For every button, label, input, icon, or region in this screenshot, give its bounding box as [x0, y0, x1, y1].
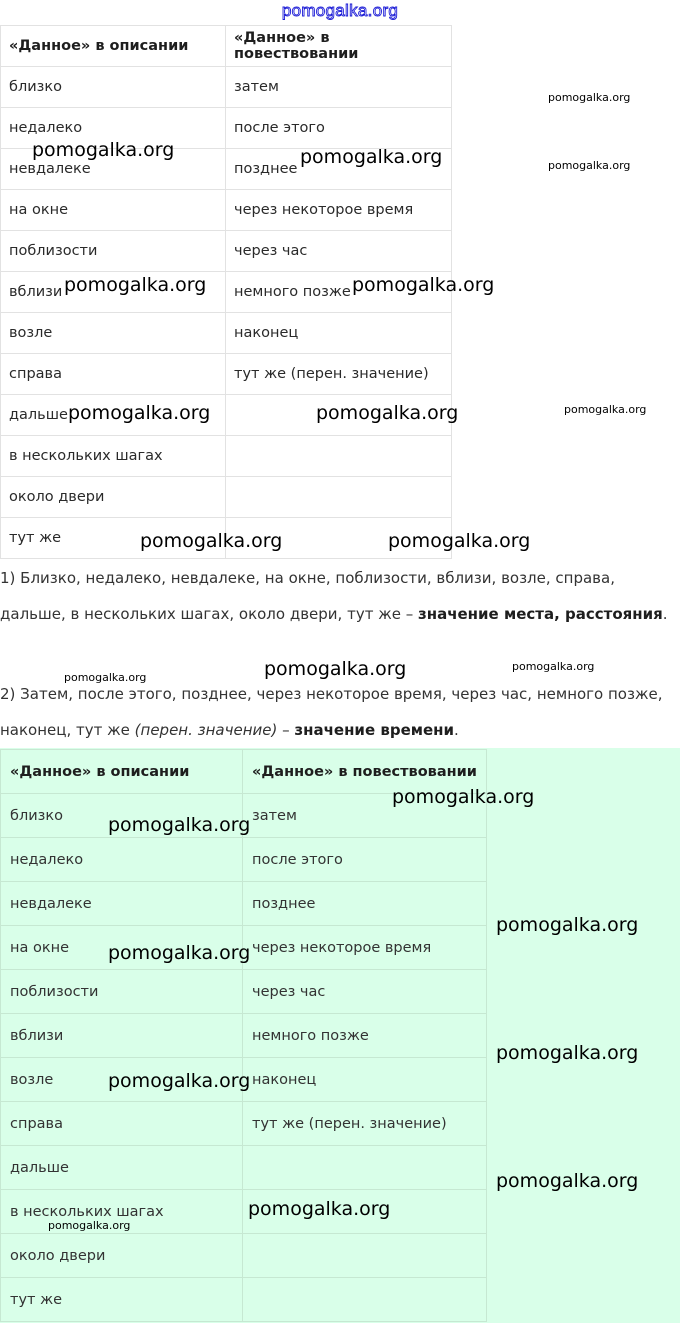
table-row [1, 1234, 487, 1278]
description-cell: около двери [1, 1234, 243, 1278]
narration-cell: наконец [226, 313, 452, 354]
description-cell: недалеко [1, 108, 226, 149]
paragraph-bold: значение места, расстояния [418, 605, 663, 623]
description-cell: справа [1, 354, 226, 395]
watermark: pomogalka.org [264, 658, 407, 680]
watermark: pomogalka.org [548, 91, 631, 104]
description-cell: справа [1, 1102, 243, 1146]
description-cell: возле [1, 313, 226, 354]
paragraph-end: . [454, 721, 459, 739]
watermark: pomogalka.org [108, 814, 251, 836]
paragraph-end: . [662, 605, 668, 623]
watermark: pomogalka.org [68, 402, 211, 424]
narration-cell: тут же (перен. значение) [243, 1102, 487, 1146]
description-cell: на окне [1, 926, 243, 970]
watermark: pomogalka.org [564, 403, 647, 416]
narration-cell: после этого [243, 838, 487, 882]
table-row [1, 67, 452, 108]
description-cell: невдалеке [1, 882, 243, 926]
watermark: pomogalka.org [140, 530, 283, 552]
narration-cell [243, 1278, 487, 1322]
narration-cell [226, 436, 452, 477]
header-narration: «Данное» в повествовании [243, 750, 487, 794]
watermark: pomogalka.org [388, 530, 531, 552]
description-cell: вблизи [1, 272, 226, 313]
watermark: pomogalka.org [316, 402, 459, 424]
table-row [1, 354, 452, 395]
narration-cell [243, 1234, 487, 1278]
table-row [1, 231, 452, 272]
table-row [1, 190, 452, 231]
narration-cell: наконец [243, 1058, 487, 1102]
narration-cell: через час [243, 970, 487, 1014]
narration-cell: затем [243, 794, 487, 838]
description-cell: поблизости [1, 970, 243, 1014]
description-cell: тут же [1, 1278, 243, 1322]
table-row [1, 882, 487, 926]
narration-cell: через некоторое время [226, 190, 452, 231]
narration-cell: затем [226, 67, 452, 108]
paragraph-dash: – [277, 721, 295, 739]
paragraph-time [0, 676, 676, 748]
narration-cell: через час [226, 231, 452, 272]
paragraph-italic: (перен. значение) [134, 721, 278, 739]
table-row [1, 970, 487, 1014]
table-row [1, 1146, 487, 1190]
description-cell: дальше [1, 395, 226, 436]
narration-cell [243, 1146, 487, 1190]
description-cell: близко [1, 67, 226, 108]
narration-cell: позднее [243, 882, 487, 926]
table-row [1, 436, 452, 477]
table-row [1, 1014, 487, 1058]
narration-cell: немного позже [226, 272, 452, 313]
description-cell: вблизи [1, 1014, 243, 1058]
table-row [1, 1102, 487, 1146]
narration-cell: позднее [226, 149, 452, 190]
watermark: pomogalka.org [352, 274, 495, 296]
description-cell: возле [1, 1058, 243, 1102]
table-row [1, 1278, 487, 1322]
watermark: pomogalka.org [108, 942, 251, 964]
description-cell: недалеко [1, 838, 243, 882]
description-cell: в нескольких шагах [1, 1190, 243, 1234]
watermark: pomogalka.org [548, 159, 631, 172]
paragraph-text: 2) Затем, после этого, позднее, через некоторое время, через час, немного позже, наконец, тут же [0, 685, 663, 739]
table-body [1, 794, 487, 1322]
watermark: pomogalka.org [108, 1070, 251, 1092]
table-row [1, 838, 487, 882]
description-cell: на окне [1, 190, 226, 231]
table-row [1, 477, 452, 518]
table-row [1, 313, 452, 354]
watermark: pomogalka.org [496, 1042, 639, 1064]
paragraph-text: 1) Близко, недалеко, невдалеке, на окне, поблизости, вблизи, возле, справа, дальше, в нескольких шагах, около двери, тут же – [0, 569, 615, 623]
description-cell: поблизости [1, 231, 226, 272]
description-cell: тут же [1, 518, 226, 559]
description-cell: близко [1, 794, 243, 838]
watermark: pomogalka.org [248, 1198, 391, 1220]
header-description: «Данное» в описании [1, 750, 243, 794]
watermark: pomogalka.org [300, 146, 443, 168]
watermark: pomogalka.org [496, 914, 639, 936]
description-cell: около двери [1, 477, 226, 518]
paragraph-bold: значение времени [294, 721, 455, 739]
description-cell: дальше [1, 1146, 243, 1190]
description-cell: в нескольких шагах [1, 436, 226, 477]
narration-cell: немного позже [243, 1014, 487, 1058]
site-logo[interactable]: pomogalka.org [281, 1, 399, 20]
watermark: pomogalka.org [64, 274, 207, 296]
narration-cell: тут же (перен. значение) [226, 354, 452, 395]
watermark: pomogalka.org [496, 1170, 639, 1192]
narration-cell: через некоторое время [243, 926, 487, 970]
narration-cell: после этого [226, 108, 452, 149]
watermark: pomogalka.org [32, 139, 175, 161]
watermark: pomogalka.org [48, 1219, 131, 1232]
narration-cell [226, 477, 452, 518]
description-cell: невдалеке [1, 149, 226, 190]
watermark: pomogalka.org [512, 660, 595, 673]
header-narration: «Данное» в повествовании [226, 26, 452, 67]
paragraph-place [0, 560, 676, 632]
watermark: pomogalka.org [64, 671, 147, 684]
watermark: pomogalka.org [392, 786, 535, 808]
header-description: «Данное» в описании [1, 26, 226, 67]
table-header-row [1, 26, 452, 67]
